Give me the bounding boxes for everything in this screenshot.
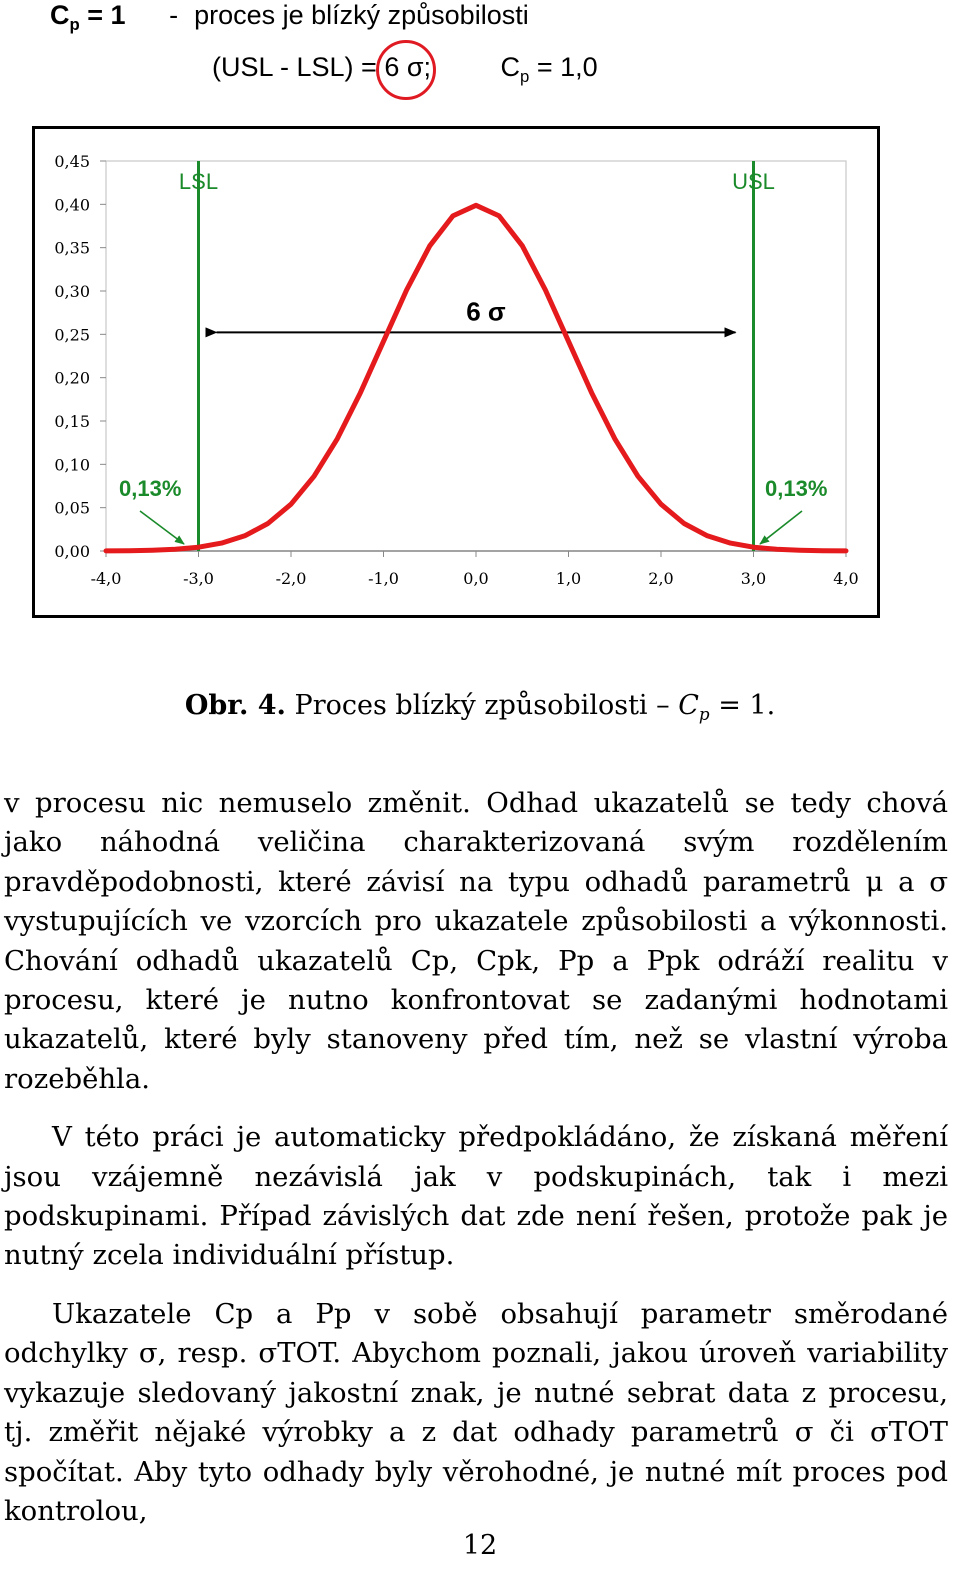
data-point xyxy=(244,535,246,537)
data-point xyxy=(151,549,153,551)
x-tick-label: 4,0 xyxy=(833,569,859,588)
data-point xyxy=(753,546,755,548)
data-point xyxy=(614,438,616,440)
spec-limit-lines xyxy=(179,161,775,551)
data-point xyxy=(313,475,315,477)
data-point xyxy=(336,438,338,440)
spec-label-usl: USL xyxy=(732,169,775,194)
y-tick-label: 0,25 xyxy=(54,325,90,345)
x-tick-label: -4,0 xyxy=(90,569,122,588)
data-point xyxy=(383,340,385,342)
left-tail-label: 0,13% xyxy=(119,476,182,501)
right-tail-label: 0,13% xyxy=(765,476,828,501)
left-tail-arrow xyxy=(140,511,184,544)
data-point xyxy=(290,503,292,505)
data-point xyxy=(175,548,177,550)
data-point xyxy=(660,503,662,505)
body-text xyxy=(4,784,948,1550)
data-point xyxy=(475,204,477,206)
data-point xyxy=(776,548,778,550)
header-title: proces je blízký způsobilosti xyxy=(194,0,529,30)
caption-text: Proces blízký způsobilosti – xyxy=(294,690,670,721)
red-circle-highlight xyxy=(376,40,436,100)
x-tick-label: 2,0 xyxy=(648,569,674,588)
plot-area xyxy=(106,161,846,551)
data-point xyxy=(498,215,500,217)
y-tick-label: 0,45 xyxy=(54,152,90,171)
six-sigma-highlight: 6 σ xyxy=(384,52,423,83)
data-point xyxy=(521,245,523,247)
paragraph-1: v procesu nic nemuselo změnit. Odhad ukazatelů se tedy chová jako náhodná veličina charakterizovaná svým rozdělením pravděpodobnosti, které závisí na typu odhadů parametrů μ a σ vystupujících ve vzorcích pro ukazatele způsobilosti a výkonnosti. Chování odhadů ukazatelů Cp, Cpk, Pp a Ppk odráží realitu v procesu, které je nutno konfrontovat se zadanými hodnotami ukazatelů, které byly stanoveny před tím, než se vlastní výroba rozeběhla. xyxy=(4,787,948,1095)
data-point xyxy=(845,550,847,552)
data-point xyxy=(591,392,593,394)
data-point xyxy=(128,550,130,552)
data-point xyxy=(267,523,269,525)
header-dash: - xyxy=(169,0,179,30)
y-tick-label: 0,15 xyxy=(54,412,90,431)
y-tick-label: 0,40 xyxy=(54,195,90,215)
right-tail-arrow xyxy=(760,511,802,544)
header-line-2 xyxy=(212,52,598,87)
x-tick-label: -2,0 xyxy=(275,569,307,588)
x-tick-label: -3,0 xyxy=(183,569,214,588)
data-point xyxy=(198,546,200,548)
y-tick-label: 0,00 xyxy=(54,542,90,561)
data-point xyxy=(637,475,639,477)
data-point xyxy=(683,523,685,525)
x-tick-label: 0,0 xyxy=(463,569,489,588)
series-line-0 xyxy=(106,205,846,551)
data-point xyxy=(730,542,732,544)
series-group xyxy=(105,204,847,551)
y-tick-label: 0,35 xyxy=(54,238,90,258)
data-point xyxy=(452,215,454,217)
formula-separator: ; xyxy=(423,52,432,82)
six-sigma-label: 6 σ xyxy=(466,296,506,327)
data-point xyxy=(429,245,431,247)
slide-header xyxy=(0,0,960,110)
y-tick-label: 0,05 xyxy=(54,498,90,518)
caption-math-value: = 1. xyxy=(718,690,776,721)
data-point xyxy=(406,289,408,291)
data-point xyxy=(360,392,362,394)
caption-label: Obr. 4. xyxy=(184,690,286,721)
header-line-1 xyxy=(50,0,529,35)
x-axis-ticks xyxy=(91,551,859,588)
data-point xyxy=(822,550,824,552)
y-tick-label: 0,10 xyxy=(54,455,90,475)
y-axis-ticks xyxy=(54,152,106,561)
cp-value: = 1 xyxy=(87,0,126,30)
data-point xyxy=(105,550,107,552)
data-point xyxy=(568,340,570,342)
data-point xyxy=(706,535,708,537)
cp-result: $C_p = 1,0$ xyxy=(500,52,598,86)
y-tick-label: 0,30 xyxy=(54,282,90,301)
paragraph-3: Ukazatele Cp a Pp v sobě obsahují parametr směrodané odchylky σ, resp. σTOT. Abychom poznali, jakou úroveň variability vykazuje sledovaný jakostní znak, je nutné sebrat data z procesu, tj. změřit nějaké výrobky a z dat odhady parametrů σ či σTOT spočítat. Aby tyto odhady byly věrohodné, je nutné mít proces pod kontrolou, xyxy=(4,1297,948,1527)
spec-label-lsl: LSL xyxy=(178,169,219,194)
x-tick-label: -1,0 xyxy=(368,569,399,588)
paragraph-2: V této práci je automaticky předpokládáno, že získaná měření jsou vzájemně nezávislá jak v podskupinách, tak i mezi podskupinami. Případ závislých dat zde není řešen, protože pak je nutný zcela individuální přístup. xyxy=(4,1121,948,1272)
data-point xyxy=(799,549,801,551)
caption-math-symbol: $C_p$ xyxy=(678,690,710,724)
spec-width-formula: (USL - LSL) = xyxy=(212,52,377,82)
figure-caption xyxy=(0,690,960,724)
cp-symbol: $C_p$ xyxy=(50,0,80,34)
data-point xyxy=(221,542,223,544)
x-tick-label: 1,0 xyxy=(555,569,582,588)
x-tick-label: 3,0 xyxy=(740,569,767,588)
y-tick-label: 0,20 xyxy=(54,368,90,388)
normal-distribution-chart xyxy=(32,126,880,618)
data-point xyxy=(545,289,547,291)
page-number: 12 xyxy=(462,1530,498,1561)
